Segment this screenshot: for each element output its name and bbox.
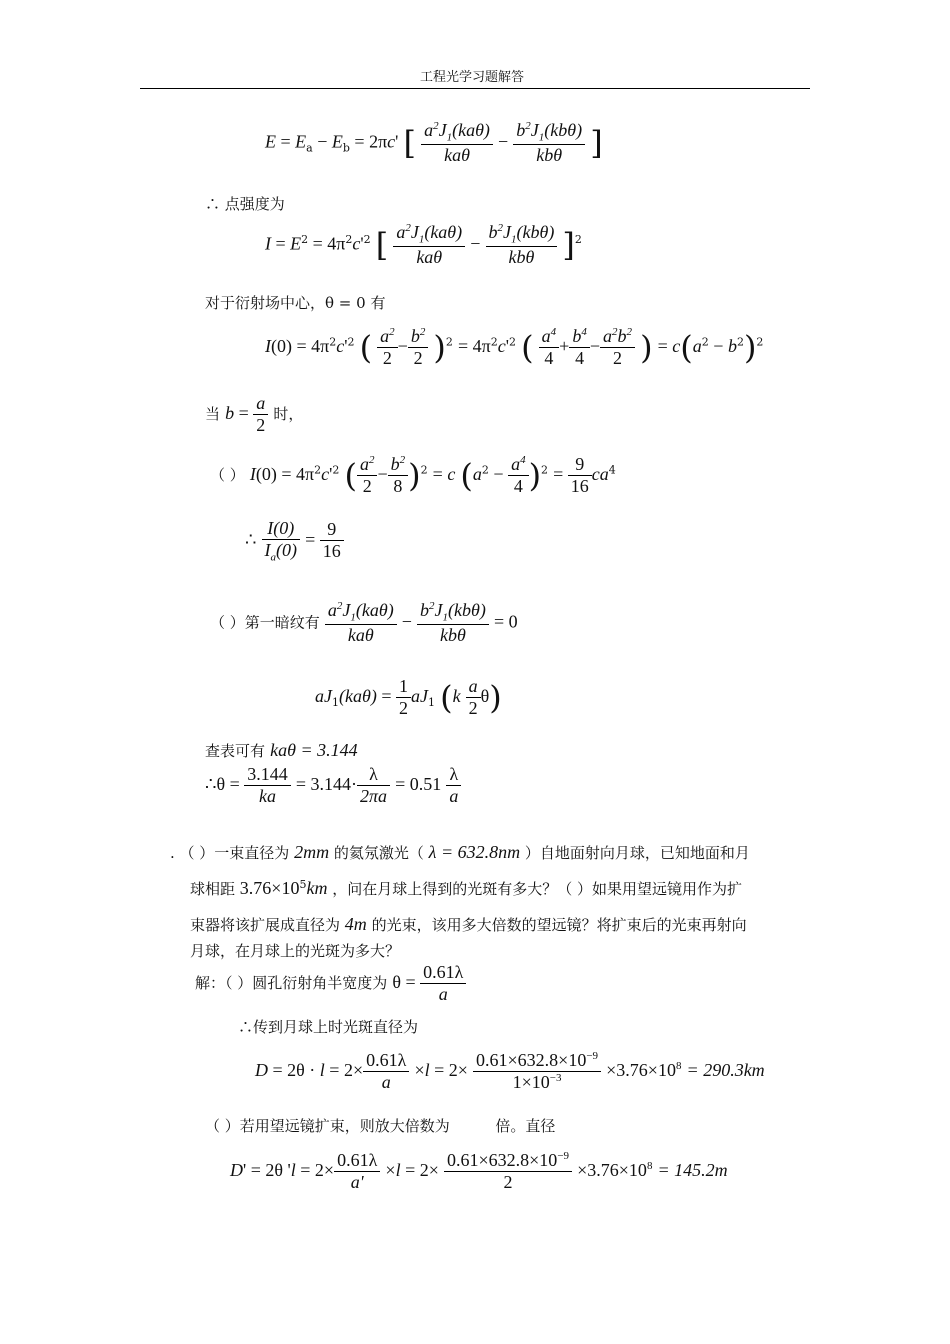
solution-2 [205,1115,555,1136]
problem-line-3 [190,914,747,935]
equation-Dprime: D' = 2θ 'l = 2× $\frac{0.61\lambda}{a'}$ ×l = 2× $\frac{0.61\times 632.8\times 10^{-9}}{2}$ $\times 3.76\times 10^8 = 145.2m$ [230,1150,728,1192]
solution-1: 解：（ ）圆孔衍射角半宽度为 θ = $\frac{0.61\lambda}{a}$ [195,962,466,1005]
diameter-value: 2mm [294,842,330,862]
problem-line1a: . （ ）一束直径为 [170,844,290,862]
when-label: 当 [205,405,221,423]
when-line: 当 b = $\frac{a}{2}$ 时， [205,393,304,435]
distance-unit: km [306,878,328,898]
distance-exp: 5 [299,878,307,891]
when-suffix: 时， [273,405,304,423]
equation-theta: ∴θ = $\frac{3.144}{ka}$ = 3.144· $\frac{\lambda}{2\pi a}$ = 0.51 $\frac{\lambda}{a}$ [205,764,461,807]
part1-label: （ ） [210,466,245,484]
lookup-line [205,740,358,761]
equation-field: $E = E_a - E_b = 2\pi c'$ [ $\frac{a^2J_1(ka\theta)}{\text{kaθ}}$ − $\frac{b^2J_1(kb\theta)}{\text{kbθ}}$ ] [265,120,603,165]
sol2b-label: 倍。直径 [495,1117,556,1135]
sol1-label: 解：（ ）圆孔衍射角半宽度为 [195,974,388,992]
Dprime-result: = 145.2m [657,1160,728,1180]
lambda-value: λ = 632.8nm [428,842,521,862]
header-rule [140,88,810,89]
part2-label: （ ）第一暗纹有 [210,613,320,632]
problem-line3a: 束器将该扩展成直径为 [190,916,341,934]
equation-part1: （ ） $I(0) = 4\pi^2c'^2$ ( $\frac{a^2}{2}$ − $\frac{b^2}{8}$ )$^2$ = c ($a^2$ − $\frac{a^4}{4}$ )$^2$ = $\frac{9}{16}$ $ca^4$ [210,454,616,496]
problem-line-4: 月球，在月球上的光斑为多大？ [190,942,401,960]
lookup-label: 查表可有 [205,742,266,760]
ka-theta-value: kaθ = 3.144 [270,740,358,760]
problem-line2b: ，问在月球上得到的光斑有多大？（ ）如果用望远镜用作为扩 [332,880,743,898]
center-label: 对于衍射场中心，θ = 0 有 [205,294,386,312]
problem-line3b: 的光束，该用多大倍数的望远镜？将扩束后的光束再射向 [371,916,747,934]
equation-D: D = 2θ · l = 2× $\frac{0.61\lambda}{a}$ ×l = 2× $\frac{0.61\times 632.8\times 10^{-9}}{1\times 10^{-3}}$ $\times 3.76\times 10^8 = 290.3km$ [255,1050,765,1092]
equation-part2: （ ）第一暗纹有 $\frac{a^2J_1(ka\theta)}{\text{kaθ}}$ − $\frac{b^2J_1(kb\theta)}{\text{kbθ}}$ = 0 [210,600,518,645]
beam-value: 4m [344,914,367,934]
problem-line1c: ）自地面射向月球，已知地面和月 [524,844,750,862]
D-result: = 290.3km [686,1060,765,1080]
problem-line-1 [170,842,750,863]
equation-center: $I(0) = 4\pi^2c'^2$ ( $\frac{a^2}{2}$ − $\frac{b^2}{2}$ )$^2 = 4\pi^2c'^2$ ( $\frac{a^4}{4}$ + $\frac{b^4}{4}$ − $\frac{a^2b^2}{2}$ ) = $c(a^2 - b^2)^2$ [265,326,764,368]
equation-ratio: ∴ $\frac{I(0)}{I_a(0)}$ = $\frac{9}{16}$ [245,518,344,564]
theta-result: = 0.51 [395,774,442,794]
page-header: 工程光学习题解答 [420,70,525,85]
problem-line2a: 球相距 [190,880,236,898]
equation-bessel: $aJ_1(ka\theta)$ = $\frac{1}{2}$ $aJ_1$ (k $\frac{a}{2}$ θ) [315,676,502,718]
sol2a-label: （ ）若用望远镜扩束，则放大倍数为 [205,1117,450,1135]
problem-line-2 [190,878,742,899]
sol1b-label: ∴传到月球上时光斑直径为 [238,1018,419,1036]
problem-line1b: 的氦氖激光（ [333,844,424,862]
equation-intensity: $I = E^2 = 4\pi^2c'^2$ [ $\frac{a^2J_1(ka\theta)}{\text{kaθ}}$ − $\frac{b^2J_1(kb\theta)}{\text{kbθ}}$ ]$^2$ [265,222,582,267]
point-intensity-label: ∴ 点强度为 [205,195,285,213]
distance-value: 3.76×10 [239,878,300,898]
ratio-prefix: ∴ [245,529,257,550]
